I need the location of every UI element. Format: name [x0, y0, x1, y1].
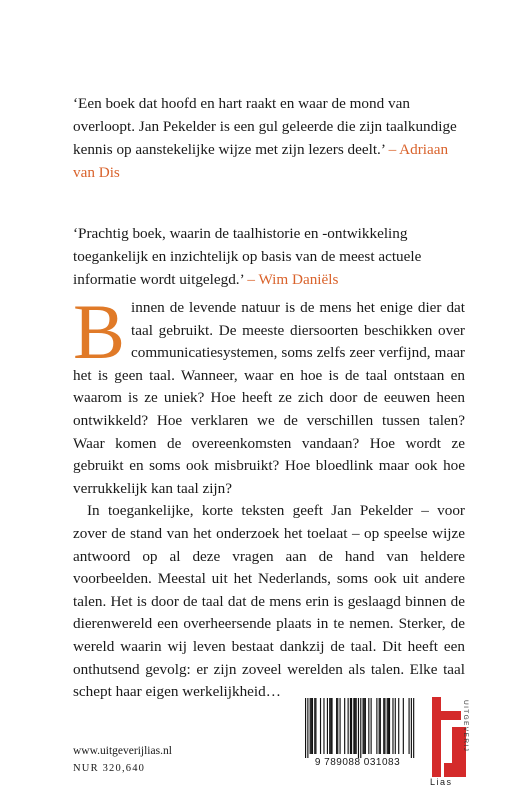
barcode-bar: [383, 698, 384, 754]
barcode-bar: [392, 698, 393, 754]
barcode-bar: [358, 698, 359, 758]
barcode-bar: [376, 698, 377, 754]
review-quote-1: [73, 92, 458, 184]
barcode-bars: [299, 696, 416, 758]
barcode-bar: [371, 698, 372, 754]
barcode-bar: [351, 698, 352, 754]
barcode-bar: [312, 698, 313, 754]
barcode-bar: [348, 698, 349, 754]
barcode-bar: [379, 698, 380, 754]
barcode-bar: [380, 698, 381, 754]
barcode-bar: [344, 698, 345, 754]
barcode-bar: [311, 698, 312, 754]
barcode-bar: [384, 698, 385, 754]
blurb-paragraph-2: In toegankelijke, korte teksten geeft Jan Pekelder – voor zover de stand van het onderzoek het toelaat – op speelse wijze antwoord op al deze vragen aan de hand van heldere voorbeelden. Meestal uit het Nederlands, soms ook uit andere talen. Het is door de taal dat de mens erin is geslaagd binnen de dierenwereld een overheersende plaats in te nemen. Sterker, de wereld waarin wij leven bestaat dankzij de taal. Dit heeft een onthutsend gevolg: er zijn zoveel werelden als talen. Elke taal schept haar eigen werkelijkheid…: [73, 502, 465, 701]
publisher-logo-icon: [432, 697, 466, 777]
isbn-number: 9 789088 031083: [314, 757, 401, 768]
publisher-vertical-label: UITGEVERIJ: [462, 700, 469, 753]
barcode-bar: [323, 698, 324, 754]
barcode-bar: [413, 698, 414, 758]
barcode-bar: [307, 698, 308, 758]
publisher-info: [73, 742, 172, 778]
barcode-bar: [398, 698, 399, 754]
barcode-bar: [389, 698, 390, 754]
barcode-bar: [354, 698, 355, 754]
blurb-paragraph-1: [73, 288, 465, 500]
publisher-name: Lias: [430, 777, 453, 787]
quote-text: ‘Prachtig boek, waarin de taalhistorie en -ontwikkeling toegankelijk en inzichtelijk op basis van de meest actuele informatie wordt uitgelegd.’: [73, 225, 422, 288]
barcode-bar: [364, 698, 365, 754]
review-quote-2: [73, 222, 458, 291]
quote-author: – Adriaan van Dis: [73, 141, 449, 181]
barcode-bar: [356, 698, 357, 754]
website-link[interactable]: www.uitgeverijlias.nl: [73, 745, 172, 757]
barcode-bar: [409, 698, 410, 754]
barcode-bar: [360, 698, 361, 758]
barcode-bar: [315, 698, 316, 754]
quote-text: ‘Een boek dat hoofd en hart raakt en waar de mond van overloopt. Jan Pekelder is een gul geleerde die zijn taalkundige kennis op aanstekelijke wijze met zijn lezers deelt.’: [73, 95, 457, 158]
barcode-bar: [327, 698, 328, 754]
barcode-bar: [350, 698, 351, 754]
barcode-bar: [337, 698, 338, 754]
barcode-bar: [330, 698, 331, 754]
barcode-bar: [305, 698, 306, 758]
barcode-bar: [320, 698, 321, 754]
barcode-bar: [353, 698, 354, 754]
barcode-bar: [340, 698, 341, 754]
barcode-bar: [403, 698, 404, 754]
isbn-barcode: [299, 696, 416, 771]
barcode-bar: [411, 698, 412, 758]
drop-cap: B: [73, 288, 126, 375]
barcode-bar: [368, 698, 369, 754]
barcode-bar: [395, 698, 396, 754]
barcode-bar: [365, 698, 366, 754]
barcode-bar: [388, 698, 389, 754]
barcode-bar: [331, 698, 332, 754]
barcode-bar: [329, 698, 330, 754]
barcode-bar: [310, 698, 311, 754]
barcode-bar: [314, 698, 315, 754]
blurb: [73, 288, 465, 704]
nur-code: NUR 320,640: [73, 763, 146, 774]
barcode-bar: [363, 698, 364, 754]
paragraph-text: innen de levende natuur is de mens het enige dier dat taal gebruikt. De meeste diersoorten beschikken over communicatiesystemen, soms zelfs zeer verfijnd, maar het is geen taal. Wanneer, waar en hoe is de taal ontstaan en waarom is ze uniek? Hoe heeft ze zich door de eeuwen heen ontwikkeld? Hoe verklaren we de verschillen tussen talen? Waar komen de overeenkomsten vandaan? Hoe wordt ze gebruikt en soms ook misbruikt? Hoe bloedlink maar ook hoe verrukkelijk kan taal zijn?: [73, 299, 465, 497]
barcode-bar: [387, 698, 388, 754]
barcode-bar: [336, 698, 337, 754]
quote-author: – Wim Daniëls: [247, 271, 339, 288]
